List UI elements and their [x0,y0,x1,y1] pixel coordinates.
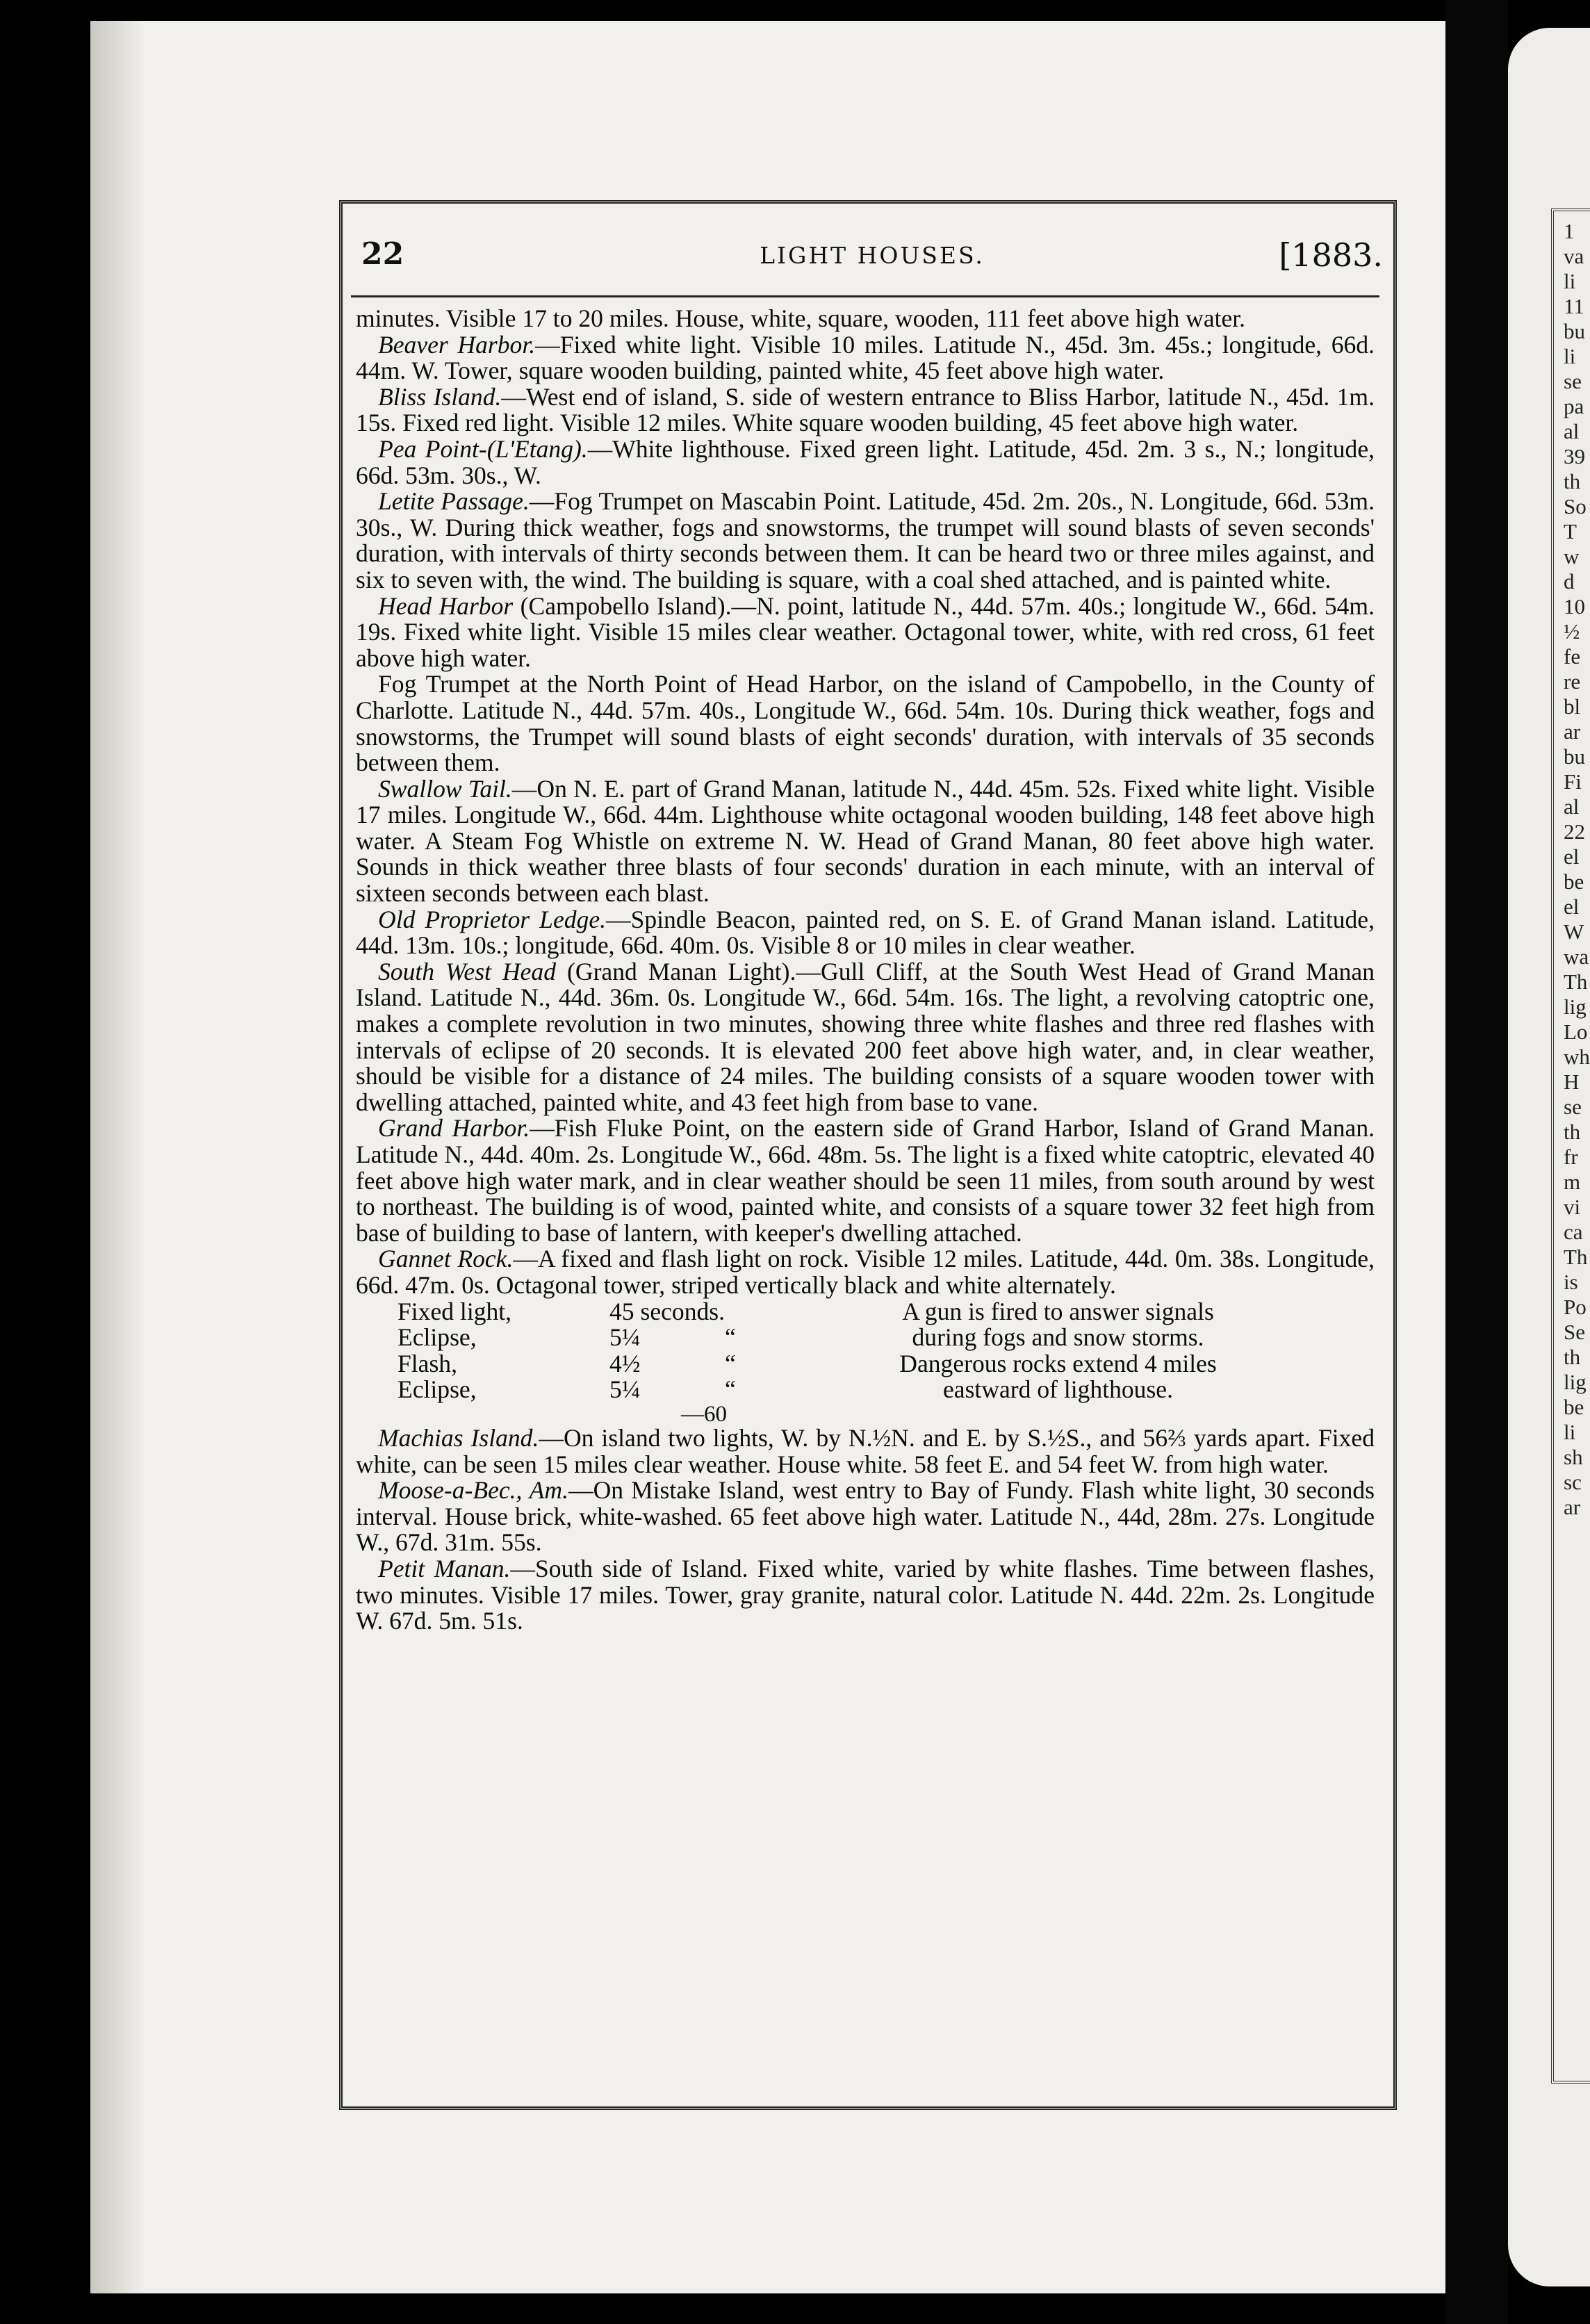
adjacent-line-fragment: is [1564,1270,1578,1294]
entry-name: Beaver Harbor. [378,330,536,359]
adjacent-line-fragment: li [1564,269,1576,293]
entry-name: Head Harbor [378,591,514,620]
lighthouse-entries-continued [356,1425,1375,1635]
adjacent-line-fragment: bu [1564,319,1585,343]
adjacent-line-fragment: 10 [1564,594,1585,619]
signal-total: —60 [681,1401,727,1427]
adjacent-line-fragment: Se [1564,1320,1585,1344]
adjacent-line-fragment: fr [1564,1145,1578,1169]
lighthouse-entry [356,1478,1375,1556]
entry-text: —Fog Trumpet on Mascabin Point. Latitude, 45d. 2m. 20s., N. Longitude, 66d. 53m. 30s., W. During thick weather, fogs and snowstorms, the trumpet will sound blasts of seven seconds' duration, with intervals of thirty seconds between them. It can be heard two or three miles against, and six to seven with, the wind. The building is square, with a coal shed attached, and is painted white. [356,487,1375,594]
adjacent-line-fragment: m [1564,1170,1581,1194]
signal-row [398,1325,1343,1351]
signal-phase: Fixed light, [398,1297,512,1325]
ditto-mark [725,1299,773,1325]
entry-text: —White lighthouse. Fixed green light. Latitude, 45d. 2m. 3 s., N.; longitude, 66d. 53m. 30s., W. [356,434,1375,489]
entry-text: —Fish Fluke Point, on the eastern side of Grand Harbor, Island of Grand Manan. Latitude N., 44d. 40m. 2s. Longitude W., 66d. 48m. 5s. The light is a fixed white catoptric, elevated 40 feet above high water mark, and in clear weather should be seen 11 miles, from south around by west to northeast. The building is of wood, painted white, and consists of a square tower 32 feet high from base of building to base of lantern, with keeper's dwelling attached. [356,1114,1375,1247]
entry-name: Bliss Island. [378,382,502,411]
adjacent-line-fragment: Fi [1564,769,1582,794]
adjacent-line-fragment: 11 [1564,294,1584,318]
ditto-mark: “ [725,1349,736,1377]
adjacent-line-fragment: bu [1564,744,1585,769]
adjacent-line-fragment: al [1564,794,1580,819]
adjacent-line-fragment: Th [1564,1245,1588,1269]
entry-text: Fog Trumpet at the North Point of Head Harbor, on the island of Campobello, in the County of Charlotte. Latitude N., 44d. 57m. 40s., Longitude W., 66d. 54m. 10s. During thick weather, fogs and snowstorms, the Trumpet will sound blasts of eight seconds' duration, with intervals of 35 seconds between them. [356,670,1375,777]
adjacent-line-fragment: re [1564,669,1581,694]
adjacent-line-fragment: d [1564,569,1575,594]
signal-row [398,1377,1343,1403]
adjacent-line-fragment: 22 [1564,819,1585,844]
lighthouse-entry [356,1115,1375,1246]
adjacent-line-fragment: H [1564,1070,1580,1094]
adjacent-line-fragment: se [1564,369,1582,393]
entry-text: —Fixed white light. Visible 10 miles. Latitude N., 45d. 3m. 45s.; longitude, 66d. 44m. W. Tower, square wooden building, painted white, 45 feet above high water. [356,330,1375,385]
signal-duration: 5¼ [609,1375,641,1404]
adjacent-line-fragment: li [1564,344,1576,368]
adjacent-line-fragment: W [1564,919,1584,944]
ditto-mark: “ [725,1323,736,1352]
adjacent-line-fragment: 39 [1564,444,1585,468]
entry-name: Pea Point-(L'Etang). [378,434,588,463]
entry-name: Petit Manan. [378,1554,511,1582]
entry-name: Grand Harbor. [378,1114,530,1143]
signal-row [398,1299,1343,1325]
signal-phase: Flash, [398,1349,457,1377]
adjacent-line-fragment: el [1564,844,1580,869]
adjacent-line-fragment: 1 [1564,219,1575,243]
adjacent-line-fragment: Po [1564,1295,1587,1319]
adjacent-line-fragment: wa [1564,944,1589,969]
signal-note: A gun is fired to answer signals [902,1297,1214,1325]
lighthouse-entry [356,591,1375,672]
adjacent-line-fragment: sh [1564,1445,1583,1469]
adjacent-line-fragment: lig [1564,995,1587,1019]
signal-table [398,1299,1343,1403]
adjacent-line-fragment: w [1564,544,1580,568]
adjacent-line-fragment: wh [1564,1045,1590,1069]
adjacent-line-fragment: pa [1564,394,1584,418]
signal-phase: Eclipse, [398,1375,477,1404]
adjacent-line-fragment: lig [1564,1370,1587,1394]
adjacent-line-fragment: el [1564,894,1580,919]
adjacent-line-fragment: Lo [1564,1020,1588,1044]
entry-name: Gannet Rock. [378,1245,514,1273]
lighthouse-entry [356,1556,1375,1635]
adjacent-line-fragment: th [1564,469,1581,493]
adjacent-line-fragment: vi [1564,1195,1581,1219]
signal-duration: 4½ [609,1349,641,1377]
adjacent-line-fragment: ca [1564,1220,1583,1244]
lighthouse-entry [356,959,1375,1116]
signal-duration: 45 seconds. [609,1297,726,1325]
signal-note: Dangerous rocks extend 4 miles [899,1349,1217,1377]
entry-text: —On island two lights, W. by N.½N. and E. by S.½S., and 56⅔ yards apart. Fixed white, can be seen 15 miles clear weather. House white. 58 feet E. and 54 feet W. from high water. [356,1423,1375,1478]
entry-name: Swallow Tail. [378,774,512,803]
adjacent-line-fragment: Th [1564,969,1588,994]
signal-row [398,1351,1343,1377]
page-body [356,306,1375,1635]
entry-text: —West end of island, S. side of western entrance to Bliss Harbor, latitude N., 45d. 1m. 15s. Fixed red light. Visible 12 miles. White square wooden building, 45 feet above high water. [356,382,1375,437]
entry-text: (Campobello Island).—N. point, latitude N., 44d. 57m. 40s.; longitude W., 66d. 54m. 19s. Fixed white light. Visible 15 miles clear weather. Octagonal tower, white, with red cross, 61 feet above high water. [356,591,1375,672]
lighthouse-entry [356,489,1375,593]
adjacent-line-fragment: T [1564,519,1577,543]
adjacent-line-fragment: bl [1564,694,1581,719]
signal-note: during fogs and snow storms. [912,1323,1204,1352]
adjacent-line-fragment: So [1564,494,1587,518]
signal-phase: Eclipse, [398,1323,477,1352]
lighthouse-entry [356,332,1375,384]
adjacent-line-fragment: va [1564,244,1584,268]
adjacent-line-fragment: ar [1564,719,1581,744]
lighthouse-entry [356,1246,1375,1298]
entry-text: —South side of Island. Fixed white, varied by white flashes. Time between flashes, two minutes. Visible 17 miles. Tower, gray granite, natural color. Latitude N. 44d. 22m. 2s. Longitude W. 67d. 5m. 51s. [356,1554,1375,1635]
entry-name: Letite Passage. [378,487,530,516]
lighthouse-entry [356,306,1375,332]
ditto-mark: “ [725,1375,736,1404]
adjacent-line-fragment: ½ [1564,619,1580,644]
signal-duration: 5¼ [609,1323,641,1352]
entry-name: South West Head [378,957,557,985]
adjacent-line-fragment: ar [1564,1495,1581,1519]
entry-text: minutes. Visible 17 to 20 miles. House, white, square, wooden, 111 feet above high water. [356,304,1246,332]
adjacent-line-fragment: be [1564,869,1584,894]
entry-text: —Spindle Beacon, painted red, on S. E. of Grand Manan island. Latitude, 44d. 13m. 10s.; longitude, 66d. 40m. 0s. Visible 8 or 10 miles in clear weather. [356,905,1375,960]
lighthouse-entries [356,306,1375,1299]
running-title: LIGHT HOUSES. [760,242,985,269]
header-rule [351,295,1379,297]
entry-text: (Grand Manan Light).—Gull Cliff, at the South West Head of Grand Manan Island. Latitude N., 44d. 36m. 0s. Longitude W., 66d. 54m. 16s. The light, a revolving catoptric one, makes a complete revolution in two minutes, showing three white flashes and three red flashes with intervals of eclipse of 20 seconds. It is elevated 200 feet above high water, and, in clear weather, should be visible for a distance of 24 miles. The building consists of a square wooden tower with dwelling attached, painted white, and 43 feet high from base to vane. [356,957,1375,1116]
page-year: [1883. [1279,236,1383,274]
adjacent-line-fragment: fe [1564,644,1581,669]
lighthouse-entry [356,907,1375,959]
entry-name: Moose-a-Bec., Am. [378,1476,569,1505]
entry-text: —On N. E. part of Grand Manan, latitude N., 44d. 45m. 52s. Fixed white light. Visible 17 miles. Longitude W., 66d. 44m. Lighthouse white octagonal wooden building, 148 feet above high water. A Steam Fog Whistle on extreme N. W. Head of Grand Manan, 80 feet above high water. Sounds in thick weather three blasts of four seconds' duration in each minute, with an interval of sixteen seconds between each blast. [356,774,1375,908]
lighthouse-entry [356,1425,1375,1478]
adjacent-line-fragment: th [1564,1120,1581,1144]
adjacent-line-fragment: al [1564,419,1580,443]
page-header [361,229,1383,278]
adjacent-page-text [1564,219,1590,1520]
lighthouse-entry [356,671,1375,776]
adjacent-line-fragment: th [1564,1345,1581,1369]
page-edge-shadow [90,21,146,2293]
adjacent-line-fragment: be [1564,1395,1584,1419]
page-number: 22 [361,236,404,272]
entry-name: Old Proprietor Ledge. [378,905,606,933]
adjacent-line-fragment: li [1564,1420,1576,1444]
entry-text: —On Mistake Island, west entry to Bay of Fundy. Flash white light, 30 seconds interval. House brick, white-washed. 65 feet above high water. Latitude N., 44d, 28m. 27s. Longitude W., 67d. 31m. 55s. [356,1476,1375,1557]
lighthouse-entry [356,384,1375,436]
lighthouse-entry [356,776,1375,907]
signal-note: eastward of lighthouse. [943,1375,1173,1404]
book-gutter [1445,0,1508,2324]
entry-text: —A fixed and flash light on rock. Visible 12 miles. Latitude, 44d. 0m. 38s. Longitude, 66d. 47m. 0s. Octagonal tower, striped vertically black and white alternately. [356,1245,1375,1299]
adjacent-line-fragment: se [1564,1095,1582,1119]
entry-name: Machias Island. [378,1423,539,1452]
lighthouse-entry [356,436,1375,489]
adjacent-line-fragment: sc [1564,1470,1582,1494]
